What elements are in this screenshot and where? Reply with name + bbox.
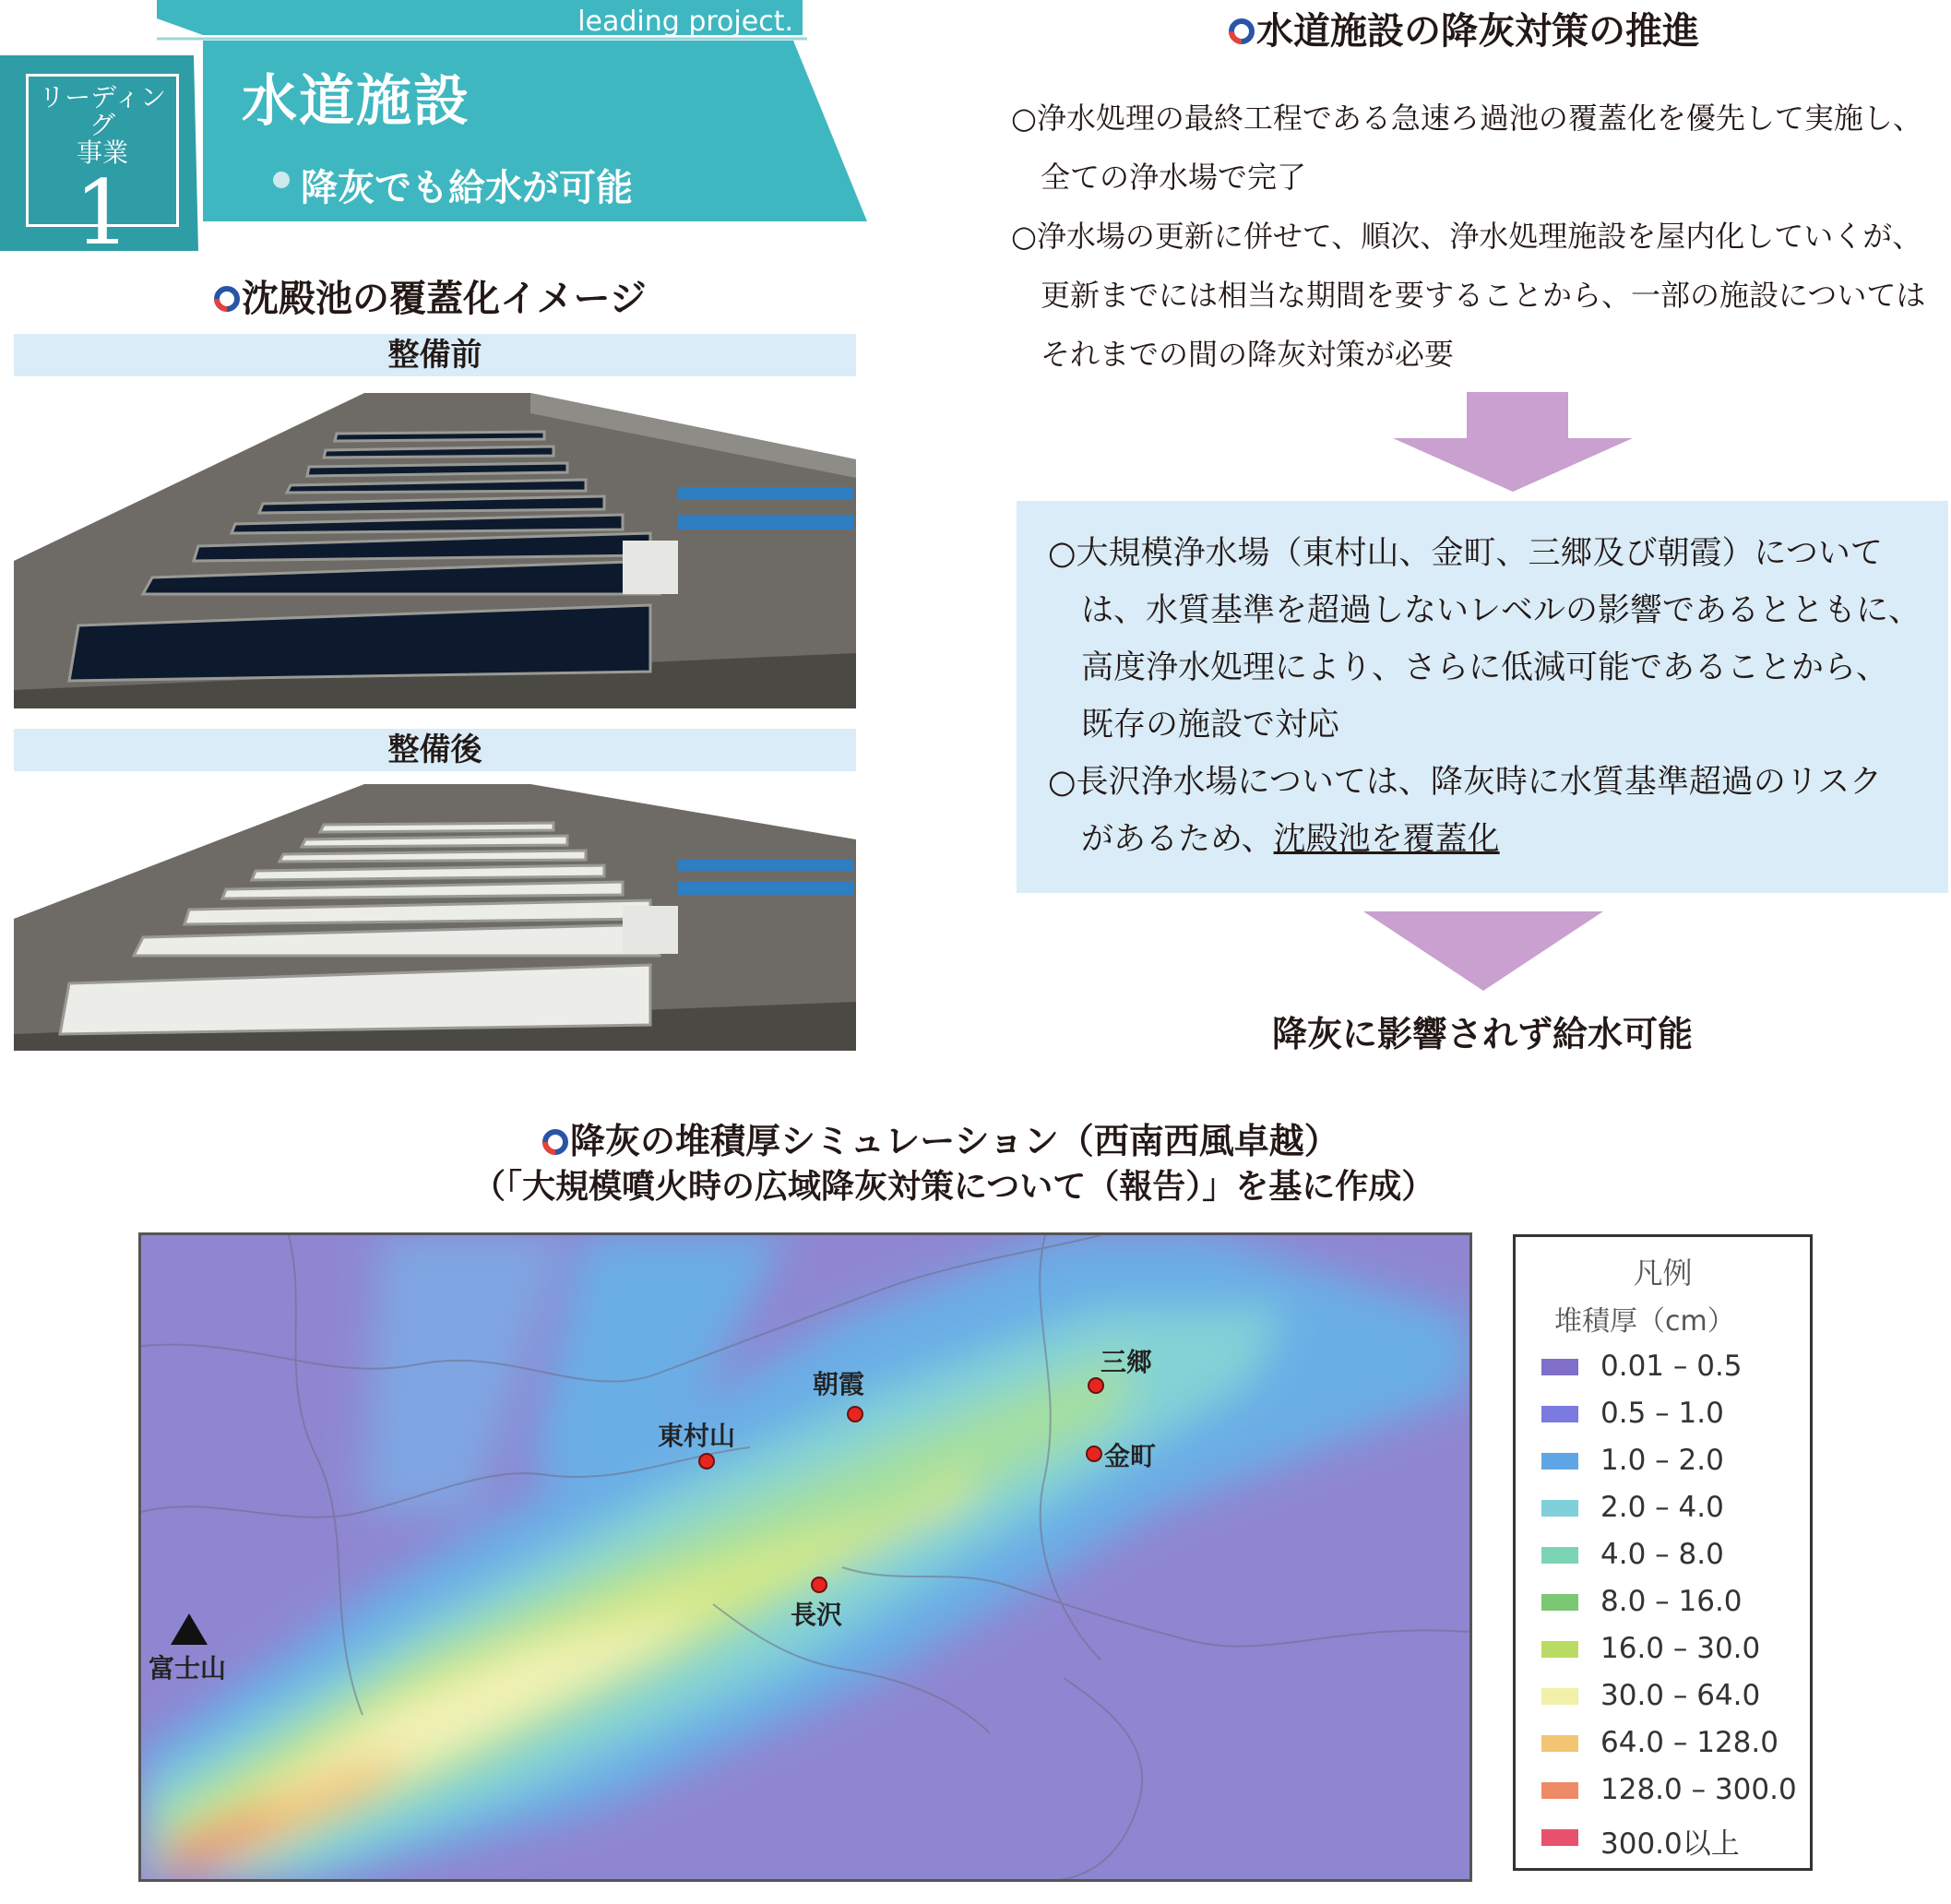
- leading-badge: [26, 74, 179, 265]
- down-arrow-icon: [1363, 911, 1603, 991]
- box-text: ○長沢浄水場については、降灰時に水質基準超過のリスク: [1048, 764, 1883, 801]
- leading-project-tag: leading project.: [577, 6, 793, 38]
- box-text-last: [1081, 811, 1500, 868]
- page-title: 水道施設: [242, 69, 470, 134]
- badge-number: 1: [74, 161, 131, 265]
- simulation-heading: 降灰の堆積厚シミュレーション（西南西風卓越）: [570, 1121, 1339, 1161]
- legend-label: 128.0 – 300.0: [1600, 1773, 1797, 1806]
- asaka-marker: [847, 1406, 863, 1422]
- legend-label: 2.0 – 4.0: [1600, 1491, 1724, 1524]
- underlined-text: 沈殿池を覆蓋化: [1273, 821, 1500, 858]
- measure-text: 更新までには相当な期間を要することから、一部の施設については: [1041, 278, 1926, 313]
- ring-bullet-icon: [214, 286, 240, 312]
- result-text: 降灰に影響されず給水可能: [1271, 1014, 1693, 1054]
- legend-swatch: [1541, 1547, 1578, 1564]
- legend-label: 0.5 – 1.0: [1600, 1397, 1724, 1430]
- legend-swatch: [1541, 1688, 1578, 1705]
- legend-item: [1536, 1350, 1803, 1386]
- legend-label: 1.0 – 2.0: [1600, 1444, 1724, 1477]
- pond-heading: 沈殿池の覆蓋化イメージ: [242, 278, 647, 320]
- legend-label: 0.01 – 0.5: [1600, 1350, 1743, 1383]
- measures-heading: 水道施設の降灰対策の推進: [1256, 10, 1699, 53]
- down-arrow-icon: [1393, 392, 1633, 494]
- ash-map-graphic: [141, 1235, 1469, 1881]
- legend-label: 16.0 – 30.0: [1600, 1632, 1761, 1665]
- legend-item: [1536, 1773, 1803, 1810]
- legend-swatch: [1541, 1594, 1578, 1611]
- legend-swatch: [1541, 1359, 1578, 1375]
- legend-item: [1536, 1726, 1803, 1763]
- box-text: 既存の施設で対応: [1081, 707, 1340, 744]
- legend-item: [1536, 1585, 1803, 1622]
- nagasawa-marker: [811, 1577, 827, 1593]
- box-text: 高度浄水処理により、さらに低減可能であることから、: [1081, 649, 1889, 686]
- page-subtitle: 降灰でも給水が可能: [301, 166, 633, 209]
- higashimurayama-label: 東村山: [658, 1421, 736, 1451]
- fuji-label: 富士山: [149, 1653, 227, 1684]
- before-photo: [14, 376, 856, 708]
- legend-unit: 堆積厚（cm）: [1554, 1305, 1735, 1338]
- legend-swatch: [1541, 1782, 1578, 1799]
- legend-item: [1536, 1632, 1803, 1669]
- after-label: 整備後: [14, 729, 856, 771]
- ash-map: [138, 1232, 1472, 1882]
- nagasawa-label: 長沢: [791, 1600, 843, 1630]
- legend-swatch: [1541, 1641, 1578, 1658]
- legend-item: [1536, 1444, 1803, 1481]
- ash-legend: [1513, 1234, 1813, 1871]
- legend-item: [1536, 1491, 1803, 1528]
- simulation-subheading: （「大規模噴火時の広域降灰対策について（報告）」を基に作成）: [472, 1168, 1435, 1206]
- legend-label: 300.0以上: [1600, 1827, 1740, 1861]
- bullet-icon: [273, 172, 290, 188]
- badge-line1: リーディング: [39, 82, 166, 140]
- box-text: ○大規模浄水場（東村山、金町、三郷及び朝霞）について: [1048, 535, 1883, 572]
- badge-line2: 事業: [76, 137, 128, 168]
- legend-label: 30.0 – 64.0: [1600, 1679, 1761, 1712]
- legend-item: [1536, 1397, 1803, 1434]
- legend-item: [1536, 1538, 1803, 1575]
- legend-swatch: [1541, 1453, 1578, 1470]
- misato-marker: [1088, 1377, 1104, 1394]
- legend-label: 8.0 – 16.0: [1600, 1585, 1743, 1618]
- box-text: は、水質基準を超過しないレベルの影響であるとともに、: [1081, 592, 1921, 629]
- before-label: 整備前: [14, 334, 856, 376]
- measure-text: ○浄水処理の最終工程である急速ろ過池の覆蓋化を優先して実施し、: [1011, 101, 1922, 136]
- legend-title: 凡例: [1633, 1255, 1693, 1291]
- box-text: があるため、: [1081, 821, 1274, 858]
- header-banner: [0, 0, 876, 265]
- legend-item: [1536, 1679, 1803, 1716]
- measure-text: ○浄水場の更新に併せて、順次、浄水処理施設を屋内化していくが、: [1011, 219, 1922, 254]
- misato-label: 三郷: [1100, 1347, 1153, 1377]
- legend-swatch: [1541, 1735, 1578, 1752]
- measure-text: 全ての浄水場で完了: [1041, 160, 1307, 195]
- legend-swatch: [1541, 1406, 1578, 1422]
- legend-swatch: [1541, 1500, 1578, 1517]
- measure-text: それまでの間の降灰対策が必要: [1041, 337, 1455, 372]
- legend-swatch: [1541, 1829, 1578, 1846]
- legend-label: 4.0 – 8.0: [1600, 1538, 1724, 1571]
- ring-bullet-icon: [542, 1129, 568, 1155]
- ring-bullet-icon: [1229, 18, 1255, 44]
- higashimurayama-marker: [698, 1453, 715, 1470]
- kanamachi-label: 金町: [1104, 1441, 1157, 1471]
- asaka-label: 朝霞: [813, 1369, 865, 1399]
- legend-item: [1536, 1820, 1803, 1861]
- facility-box: [1017, 501, 1948, 893]
- kanamachi-marker: [1086, 1446, 1102, 1462]
- after-photo: [14, 771, 856, 1051]
- legend-label: 64.0 – 128.0: [1600, 1726, 1779, 1759]
